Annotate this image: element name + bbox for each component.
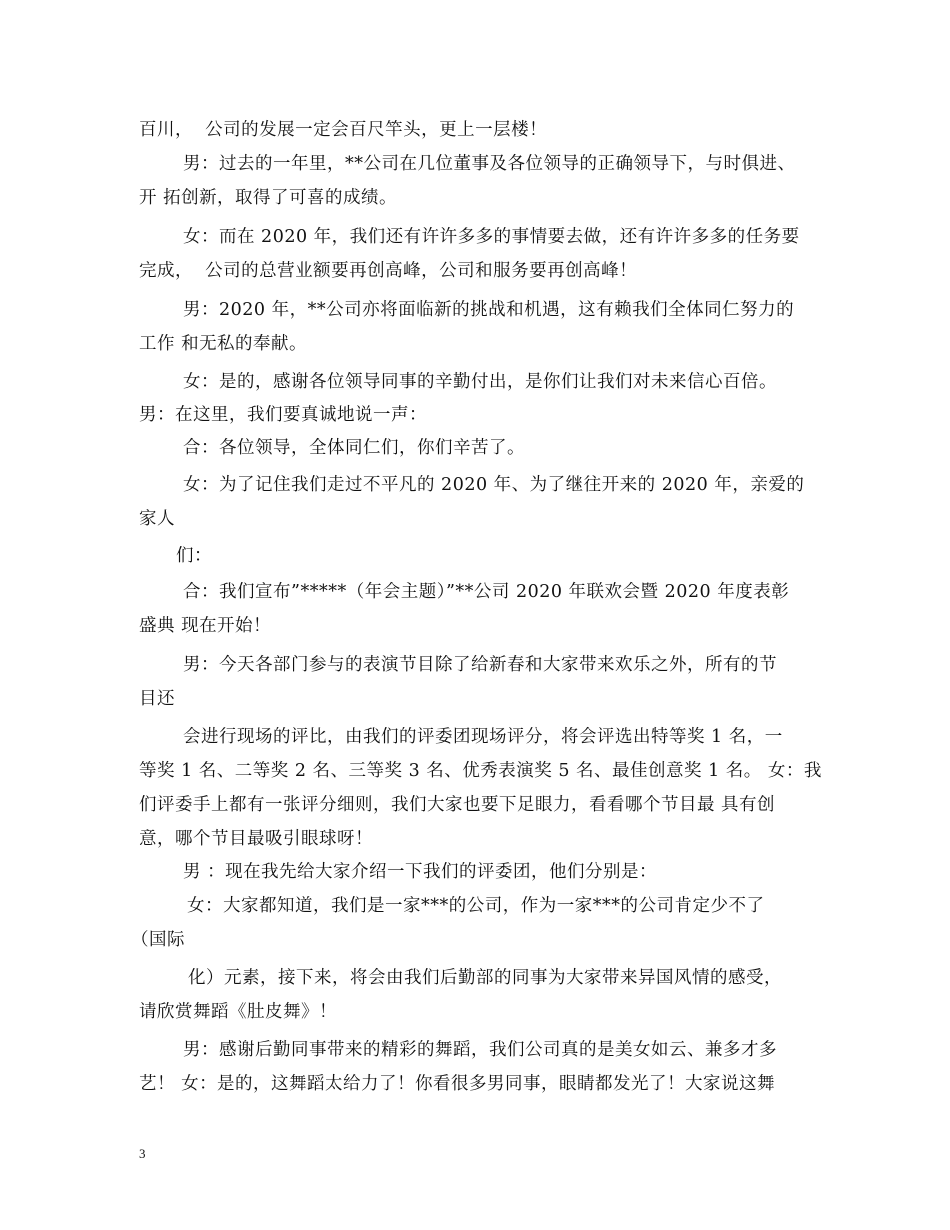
text-line: 等奖 1 名、二等奖 2 名、三等奖 3 名、优秀表演奖 5 名、最佳创意奖 1 名。 女：我 [139, 761, 822, 781]
text-line: 女：而在 2020 年，我们还有许许多多的事情要去做，还有许许多多的任务要 [183, 227, 800, 247]
text-line: 女：是的，感谢各位领导同事的辛勤付出，是你们让我们对未来信心百倍。 [183, 372, 777, 392]
text-line: 完成， 公司的总营业额要再创高峰，公司和服务要再创高峰！ [139, 261, 638, 281]
text-line: （国际 [131, 930, 185, 950]
text-line: 请欣赏舞蹈《肚皮舞》！ [139, 1002, 337, 1022]
text-line: 男：过去的一年里，**公司在几位董事及各位领导的正确领导下，与时俱进、 [183, 154, 796, 174]
text-line: 男：今天各部门参与的表演节目除了给新春和大家带来欢乐之外，所有的节 [183, 655, 777, 675]
text-line: 会进行现场的评比，由我们的评委团现场评分，将会评选出特等奖 1 名，一 [183, 727, 783, 747]
text-line: 百川， 公司的发展一定会百尺竿头，更上一层楼！ [139, 120, 548, 140]
text-line: 工作 和无私的奉献。 [139, 334, 308, 354]
text-line: 们： [176, 546, 212, 566]
text-line: 化）元素，接下来，将会由我们后勤部的同事为大家带来异国风情的感受， [188, 968, 782, 988]
text-line: 盛典 现在开始！ [139, 616, 272, 636]
text-line: 们评委手上都有一张评分细则，我们大家也要下足眼力，看看哪个节目最 具有创 [139, 795, 776, 815]
page-number: 3 [139, 1146, 146, 1161]
text-line: 目还 [139, 689, 175, 709]
text-line: 男 ：现在我先给大家介绍一下我们的评委团，他们分别是： [183, 862, 658, 882]
text-line: 男：在这里，我们要真诚地说一声： [139, 405, 427, 425]
text-line: 女：大家都知道，我们是一家***的公司，作为一家***的公司肯定少不了 [187, 896, 765, 916]
text-line: 艺！ 女：是的，这舞蹈太给力了！你看很多男同事，眼睛都发光了！大家说这舞 [139, 1074, 776, 1094]
text-line: 女：为了记住我们走过不平凡的 2020 年、为了继往开来的 2020 年，亲爱的 [183, 475, 805, 495]
text-line: 意，哪个节目最吸引眼球呀！ [139, 829, 373, 849]
text-line: 男：2020 年，**公司亦将面临新的挑战和机遇，这有赖我们全体同仁努力的 [183, 300, 795, 320]
text-line: 男：感谢后勤同事带来的精彩的舞蹈，我们公司真的是美女如云、兼多才多 [183, 1040, 777, 1060]
text-line: 家人 [139, 509, 175, 529]
text-line: 合：各位领导，全体同仁们，你们辛苦了。 [183, 438, 525, 458]
text-line: 合：我们宣布”*****（年会主题）”**公司 2020 年联欢会暨 2020 年度表彰 [183, 582, 790, 602]
text-line: 开 拓创新，取得了可喜的成绩。 [139, 188, 398, 208]
